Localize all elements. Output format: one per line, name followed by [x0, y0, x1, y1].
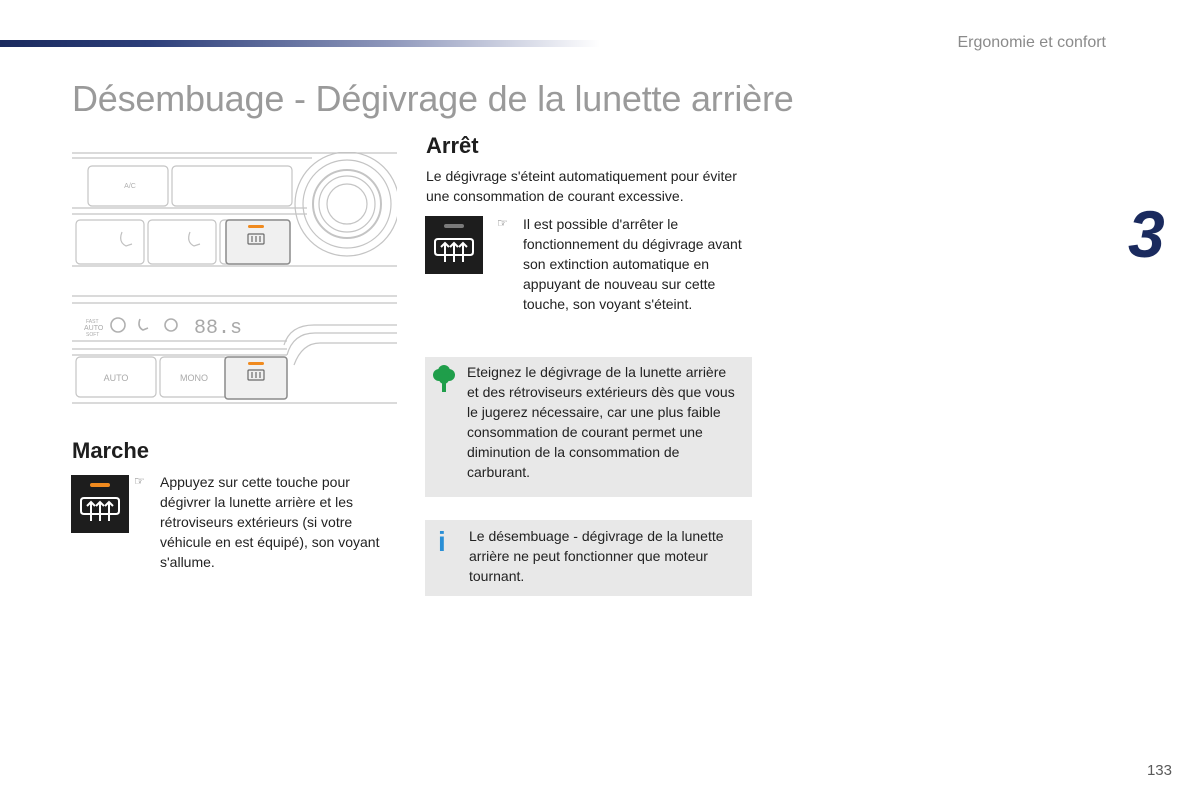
page-number: 133 [1146, 762, 1172, 779]
pointing-hand-icon: ☞ [134, 474, 145, 488]
display-readout: 88.s [194, 317, 243, 340]
info-note-text: Le désembuage - dégivrage de la lunette arrière ne peut fonctionner que moteur tournant. [469, 528, 724, 584]
mono-button-label: MONO [180, 373, 208, 383]
rear-defrost-icon [71, 475, 129, 533]
page-title: Désembuage - Dégivrage de la lunette arrière [72, 78, 794, 119]
auto-button-label: AUTO [103, 373, 129, 383]
arret-instruction: Il est possible d'arrêter le fonctionnement du dégivrage avant son extinction automatique en appuyant de nouveau sur cette touche, son voyant s'éteint. [523, 216, 742, 312]
pointing-hand-icon: ☞ [497, 216, 508, 230]
ac-label: A/C [124, 183, 136, 190]
auto-small-label: AUTO [84, 325, 104, 332]
console-illustration-bottom [72, 295, 397, 407]
chapter-number: 3 [1128, 197, 1165, 271]
eco-note-box [425, 357, 752, 497]
fast-label: FAST [86, 319, 99, 325]
tree-icon [432, 365, 456, 398]
eco-note-text: Eteignez le dégivrage de la lunette arrière et des rétroviseurs extérieurs dès que vous le jugerez nécessaire, car une plus faible consommation de courant permet une diminution de la consommation de carburant. [467, 364, 735, 480]
arret-heading: Arrêt [426, 133, 479, 158]
console-illustration-top [72, 152, 397, 272]
info-note-box [425, 520, 752, 596]
soft-label: SOFT [86, 332, 100, 338]
info-icon: i [438, 526, 446, 557]
arret-intro-text: Le dégivrage s'éteint automatiquement pour éviter une consommation de courant excessive. [426, 168, 737, 204]
rear-defrost-icon [425, 216, 483, 274]
marche-heading: Marche [72, 438, 150, 463]
top-gradient-bar [0, 40, 600, 47]
section-header: Ergonomie et confort [957, 34, 1106, 51]
marche-instruction: Appuyez sur cette touche pour dégivrer la lunette arrière et les rétroviseurs extérieurs (si votre véhicule en est équipé), son voyant s'allume. [160, 474, 380, 570]
